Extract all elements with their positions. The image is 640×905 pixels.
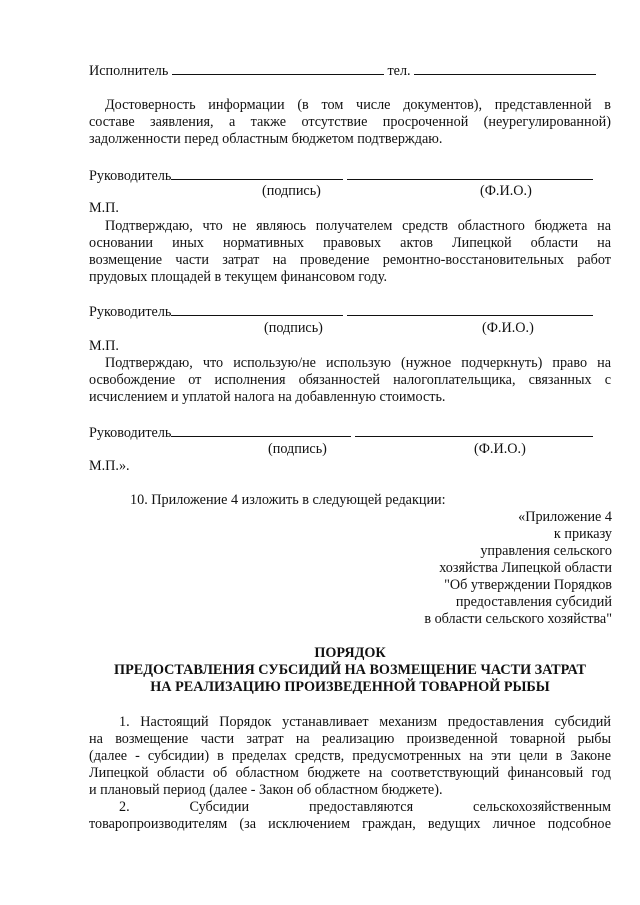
confirm1-line-4: прудовых площадей в текущем финансовом году. xyxy=(89,269,387,285)
performer-label: Исполнитель xyxy=(89,63,169,79)
appendix-line-2: к приказу xyxy=(553,526,612,542)
performer-row xyxy=(89,62,596,80)
sig3-row xyxy=(89,424,593,442)
confirm1-line-1: Подтверждаю, что не являюсь получателем средств областного бюджета на xyxy=(105,218,611,234)
appendix-line-7: в области сельского хозяйства" xyxy=(424,611,612,627)
tel-line xyxy=(414,62,596,75)
sig3-sign-caption: (подпись) xyxy=(268,441,327,457)
performer-line xyxy=(172,62,384,75)
sig3-mp: М.П.». xyxy=(89,458,130,474)
para1-line-5: и плановый период (далее - Закон об областном бюджете). xyxy=(89,782,443,798)
para2-line-1: 2. Субсидии предоставляются сельскохозяйственным xyxy=(119,799,611,815)
appendix-line-3: управления сельского xyxy=(480,543,612,559)
sig3-sign-line xyxy=(171,424,351,437)
para1-line-3: (далее - субсидии) в пределах средств, предусмотренных на эти цели в Законе xyxy=(89,748,611,764)
para1-line-2: на возмещение части затрат на реализацию произведенной товарной рыбы xyxy=(89,731,611,747)
sig1-fio-caption: (Ф.И.О.) xyxy=(480,183,532,199)
confirm2-line-2: освобождение от исполнения обязанностей налогоплательщика, связанных с xyxy=(89,372,611,388)
para2-line-2: товаропроизводителям (за исключением граждан, ведущих личное подсобное xyxy=(89,816,611,832)
sig2-fio-line xyxy=(347,303,593,316)
sig1-mp: М.П. xyxy=(89,200,119,216)
sig2-sign-line xyxy=(171,303,343,316)
para1-line-1: 1. Настоящий Порядок устанавливает механизм предоставления субсидий xyxy=(119,714,611,730)
tel-label: тел. xyxy=(387,63,411,79)
appendix-line-1: «Приложение 4 xyxy=(518,509,612,525)
document-title: ПОРЯДОК xyxy=(314,645,386,661)
sig2-mp: М.П. xyxy=(89,338,119,354)
sig2-label: Руководитель xyxy=(89,304,172,320)
sig1-label: Руководитель xyxy=(89,168,172,184)
document-subtitle-line-2: НА РЕАЛИЗАЦИЮ ПРОИЗВЕДЕННОЙ ТОВАРНОЙ РЫБЫ xyxy=(150,679,550,695)
sig3-fio-caption: (Ф.И.О.) xyxy=(474,441,526,457)
sig3-tail-line xyxy=(563,424,593,437)
reliability-line-1: Достоверность информации (в том числе документов), представленной в xyxy=(105,97,611,113)
confirm2-line-3: исчислением и уплатой налога на добавленную стоимость. xyxy=(89,389,446,405)
sig1-fio-line xyxy=(347,167,593,180)
sig2-row xyxy=(89,303,593,321)
appendix-line-4: хозяйства Липецкой области xyxy=(439,560,612,576)
sig1-sign-caption: (подпись) xyxy=(262,183,321,199)
sig1-sign-line xyxy=(171,167,343,180)
sig3-label: Руководитель xyxy=(89,425,172,441)
appendix-line-5: "Об утверждении Порядков xyxy=(444,577,612,593)
confirm2-line-1: Подтверждаю, что использую/не использую (нужное подчеркнуть) право на xyxy=(105,355,611,371)
reliability-line-3: задолженности перед областным бюджетом подтверждаю. xyxy=(89,131,443,147)
sig2-sign-caption: (подпись) xyxy=(264,320,323,336)
sig3-fio-line xyxy=(355,424,563,437)
item-10: 10. Приложение 4 изложить в следующей редакции: xyxy=(130,492,446,508)
document-subtitle-line-1: ПРЕДОСТАВЛЕНИЯ СУБСИДИЙ НА ВОЗМЕЩЕНИЕ ЧАСТИ ЗАТРАТ xyxy=(114,662,586,678)
confirm1-line-3: возмещение части затрат на проведение ремонтно-восстановительных работ xyxy=(89,252,611,268)
sig2-fio-caption: (Ф.И.О.) xyxy=(482,320,534,336)
para1-line-4: Липецкой области об областном бюджете на соответствующий финансовый год xyxy=(89,765,611,781)
confirm1-line-2: основании иных нормативных правовых актов Липецкой области на xyxy=(89,235,611,251)
appendix-line-6: предоставления субсидий xyxy=(455,594,612,610)
reliability-line-2: составе заявления, а также отсутствие просроченной (неурегулированной) xyxy=(89,114,611,130)
